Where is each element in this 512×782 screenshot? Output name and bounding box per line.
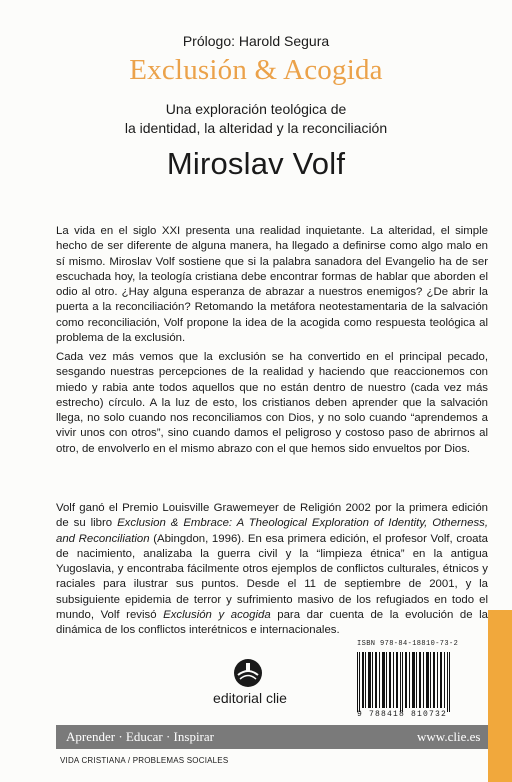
category-label: VIDA CRISTIANA / PROBLEMAS SOCIALES — [60, 756, 229, 765]
subtitle-line-1: Una exploración teológica de — [165, 101, 347, 117]
description-paragraph-3 — [56, 501, 488, 639]
publisher-name: editorial clie — [213, 690, 287, 706]
p3-spanish-title: Exclusión y acogida — [163, 609, 271, 622]
orange-edge-tab — [488, 610, 512, 782]
p3-text-c: (Abingdon, 1996). En esa primera edición, el profesor Volf, croata de nacimiento, analizaba la guerra civil y la “limpieza étnica” en la antigua Yugoslavia, y encontraba fácilmente otros ejemplos de conflictos culturales, étnicos y raciales para ilustrar sus puntos. Desde el 11 de septiembre de 2001, y la subsiguiente epidemia de terror y sufrimiento masivo de los refugiados en todo el mundo, Volf revisó — [56, 532, 488, 622]
author-name: Miroslav Volf — [166, 146, 346, 181]
subtitle-line-2: la identidad, la alteridad y la reconciliación — [124, 120, 388, 136]
publisher-website: www.clie.es — [417, 729, 481, 744]
barcode-icon — [355, 652, 455, 712]
publisher-logo-icon — [233, 658, 263, 688]
barcode-number: 9 788418 810732 — [357, 710, 448, 719]
p3-text-e: para dar cuenta de la evolución de la dinámica de los conflictos interétnicos e internacionales. — [56, 609, 488, 637]
prologue-credit: Prólogo: Harold Segura — [182, 33, 330, 49]
p3-english-title: Exclusion & Embrace: A Theological Exploration of Identity, Otherness, and Reconciliation — [56, 517, 488, 545]
book-title: Exclusión & Acogida — [129, 54, 383, 86]
p3-text-a: Volf ganó el Premio Louisville Grawemeyer de Religión 2002 por la primera edición de su libro — [56, 502, 488, 530]
publisher-slogan: Aprender · Educar · Inspirar — [66, 729, 214, 744]
isbn-label: ISBN 978-84-18810-73-2 — [357, 640, 459, 648]
description-paragraph-2: Cada vez más vemos que la exclusión se ha convertido en el principal pecado, sesgando nuestras percepciones de la realidad y haciendo que reaccionemos con miedo y rabia ante todos aquellos que no están dentro de nuestro (cada vez más estrecho) círculo. A la luz de esto, los cristianos deben aprender que la salvación llega, no solo cuando nos reconciliamos con Dios, y no solo cuando “aprendemos a vivir unos con otros”, sino cuando damos el peligroso y costoso paso de abrirnos al otro, de envolverlo en el mismo abrazo con el que hemos sido envueltos por Dios. — [56, 351, 488, 455]
description-paragraph-1: La vida en el siglo XXI presenta una realidad inquietante. La alteridad, el simple hecho de ser diferente de alguna manera, ha llegado a definirse como algo malo en sí mismo. Miroslav Volf sostiene que si la palabra sanadora del Evangelio ha de ser escuchada hoy, la teología cristiana debe encontrar formas de hablar que aborden el odio al otro. ¿Hay alguna esperanza de abrazar a nuestros enemigos? ¿De abrir la puerta a la reconciliación? Retomando la metáfora neotestamentaria de la salvación como reconciliación, Volf propone la idea de la acogida como respuesta teológica al problema de la exclusión. — [56, 225, 488, 345]
